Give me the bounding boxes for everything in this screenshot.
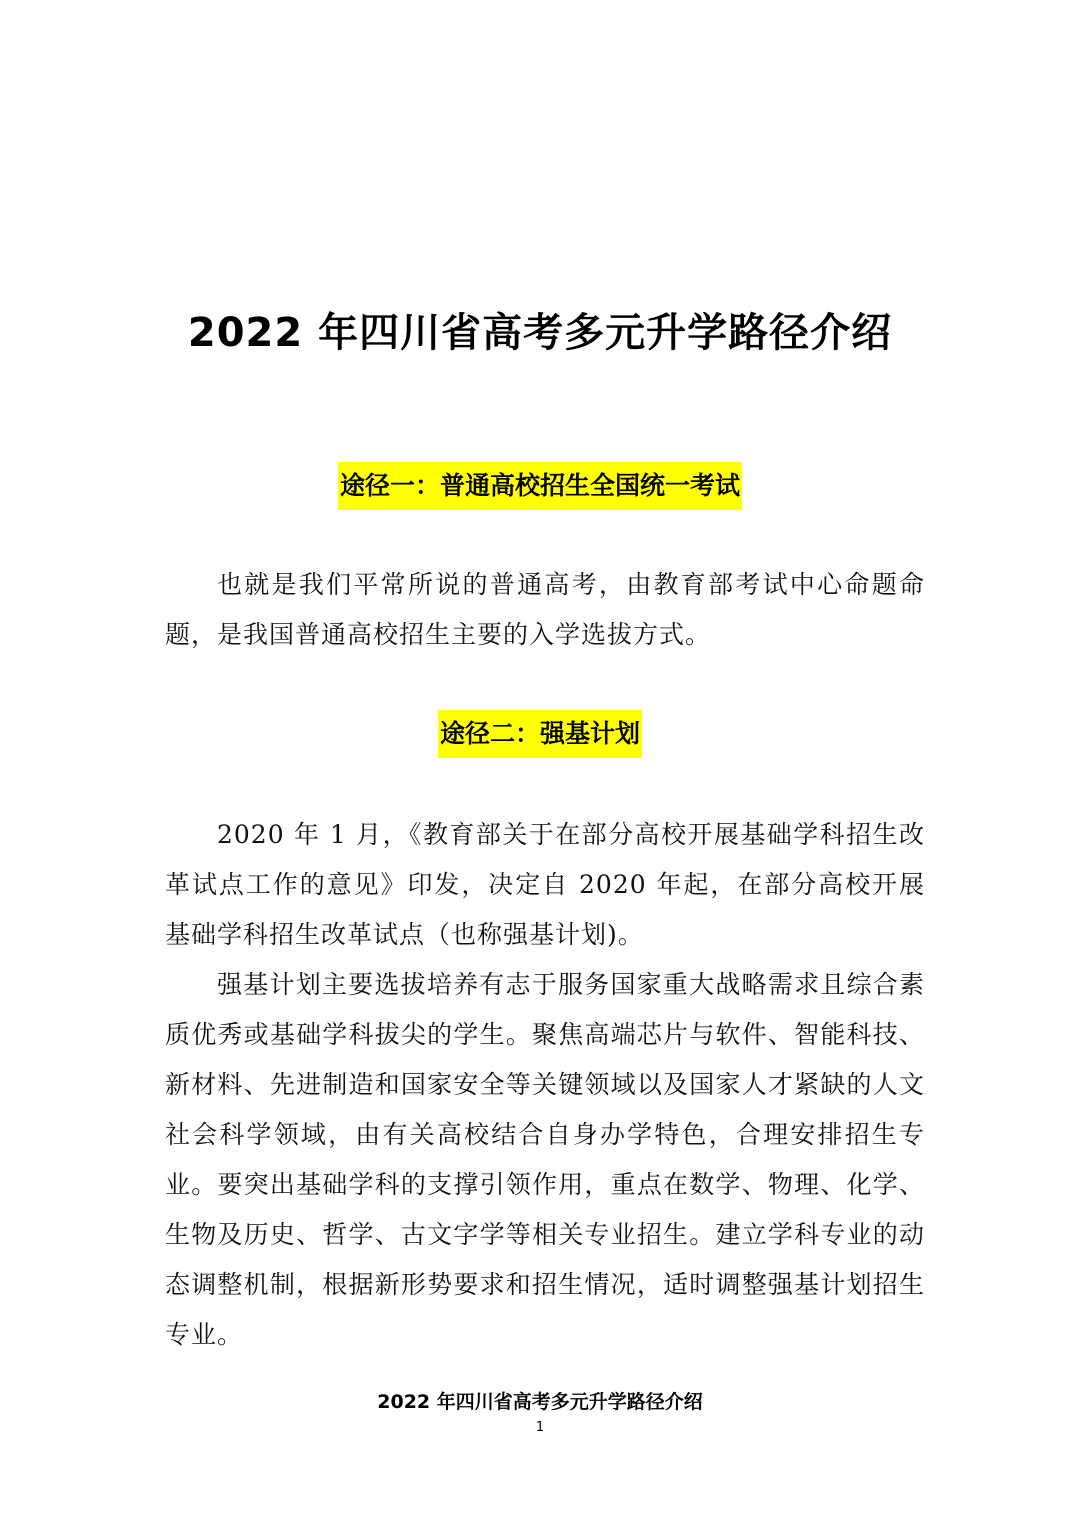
section-1-paragraph-1: 也就是我们平常所说的普通高考，由教育部考试中心命题命题，是我国普通高校招生主要的入学选拔方式。 (165, 570, 925, 649)
section-heading-2: 途径二：强基计划 (438, 710, 642, 758)
footer-title: 2022 年四川省高考多元升学路径介绍 (377, 1391, 703, 1413)
section-heading-2-wrap (0, 710, 1080, 758)
page-title: 2022 年四川省高考多元升学路径介绍 (187, 309, 893, 356)
section-heading-1-wrap (0, 462, 1080, 510)
section-heading-1: 途径一：普通高校招生全国统一考试 (338, 462, 742, 510)
page-number: 1 (535, 1420, 545, 1435)
section-2-paragraph-1: 2020 年 1 月，《教育部关于在部分高校开展基础学科招生改革试点工作的意见》印发，决定自 2020 年起，在部分高校开展基础学科招生改革试点（也称强基计划)。 (165, 820, 925, 949)
section-2-paragraph-2: 强基计划主要选拔培养有志于服务国家重大战略需求且综合素质优秀或基础学科拔尖的学生。聚焦高端芯片与软件、智能科技、新材料、先进制造和国家安全等关键领域以及国家人才紧缺的人文社会科学领域，由有关高校结合自身办学特色，合理安排招生专业。要突出基础学科的支撑引领作用，重点在数学、物理、化学、生物及历史、哲学、古文字学等相关专业招生。建立学科专业的动态调整机制，根据新形势要求和招生情况，适时调整强基计划招生专业。 (165, 970, 925, 1349)
